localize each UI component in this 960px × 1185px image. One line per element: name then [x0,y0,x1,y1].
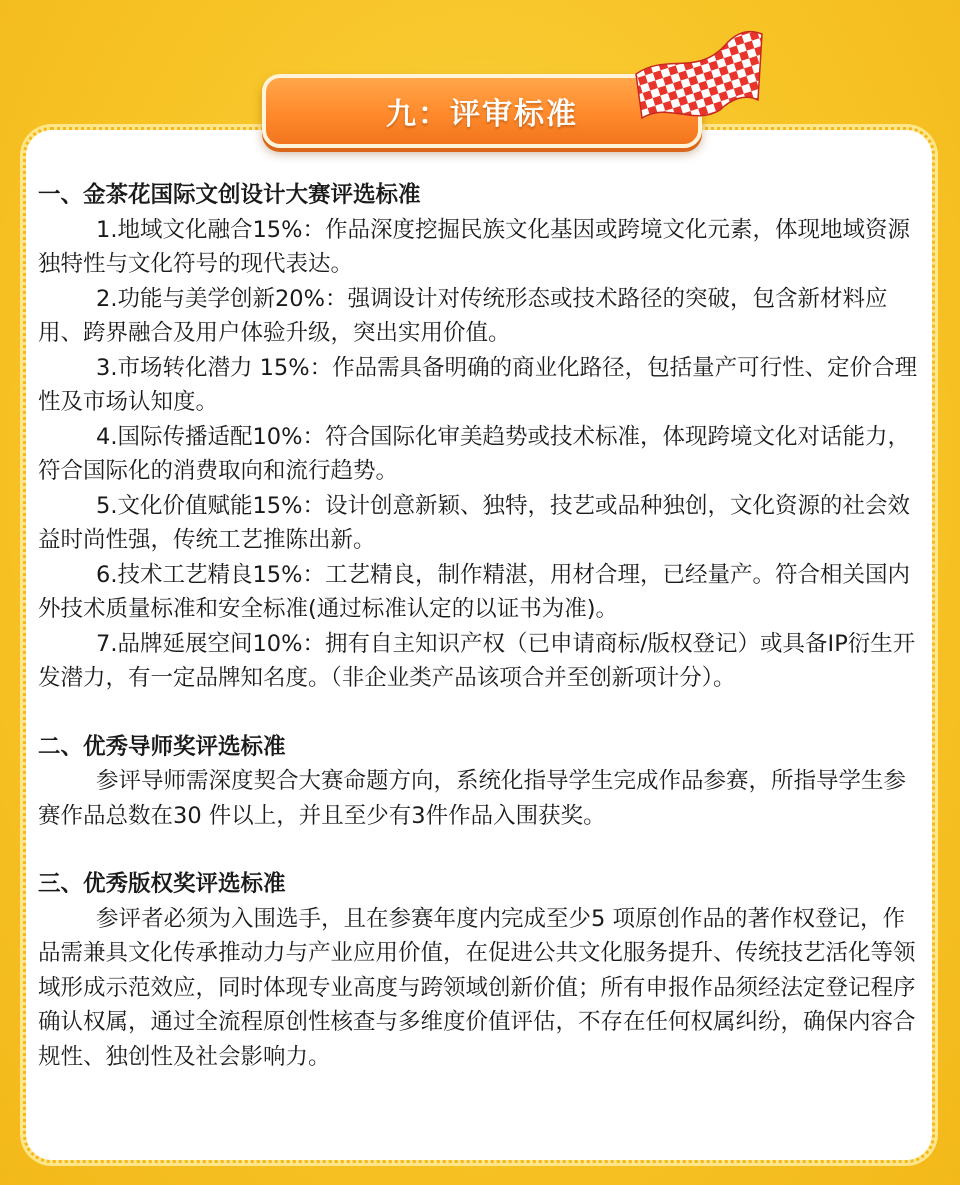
criterion-item: 7.品牌延展空间10%：拥有自主知识产权（已申请商标/版权登记）或具备IP衍生开发潜力，有一定品牌知名度。（非企业类产品该项合并至创新项计分）。 [38,630,916,691]
criterion-paragraph: 参评者必须为入围选手，且在参赛年度内完成至少5 项原创作品的著作权登记，作品需兼具文化传承推动力与产业应用价值，在促进公共文化服务提升、传统技艺活化等领域形成示范效应，同时体现专业高度与跨领域创新价值；所有申报作品须经法定登记程序确认权属，通过全流程原创性核查与多维度价值评估，不存在任何权属纠纷，确保内容合规性、独创性及社会影响力。 [38,905,916,1070]
criterion-paragraph: 参评导师需深度契合大赛命题方向，系统化指导学生完成作品参赛，所指导学生参赛作品总数在30 件以上，并且至少有3件作品入围获奖。 [38,768,907,829]
section-heading-2: 二、优秀导师奖评选标准 [38,733,286,760]
page-title: 九：评审标准 [386,97,578,132]
criterion-item: 3.市场转化潜力 15%：作品需具备明确的商业化路径，包括量产可行性、定价合理性及市场认知度。 [38,354,918,415]
section-heading-3: 三、优秀版权奖评选标准 [38,871,286,897]
criterion-item: 6.技术工艺精良15%：工艺精良，制作精湛，用材合理，已经量产。符合相关国内外技术质量标准和安全标准(通过标准认定的以证书为准)。 [38,561,910,622]
criterion-item: 2.功能与美学创新20%：强调设计对传统形态或技术路径的突破，包含新材料应用、跨界融合及用户体验升级，突出实用价值。 [38,285,888,346]
spacer [38,696,918,730]
criterion-item: 5.文化价值赋能15%：设计创意新颖、独特，技艺或品种独创，文化资源的社会效益时尚性强，传统工艺推陈出新。 [38,492,910,553]
criteria-content [38,178,918,1074]
criterion-item: 4.国际传播适配10%：符合国际化审美趋势或技术标准，体现跨境文化对话能力，符合国际化的消费取向和流行趋势。 [38,423,910,484]
criterion-item: 1.地域文化融合15%：作品深度挖掘民族文化基因或跨境文化元素，体现地域资源独特性与文化符号的现代表达。 [38,216,910,277]
section-heading-1: 一、金茶花国际文创设计大赛评选标准 [38,182,421,208]
spacer [38,833,918,867]
checkered-flag-icon [628,22,768,122]
